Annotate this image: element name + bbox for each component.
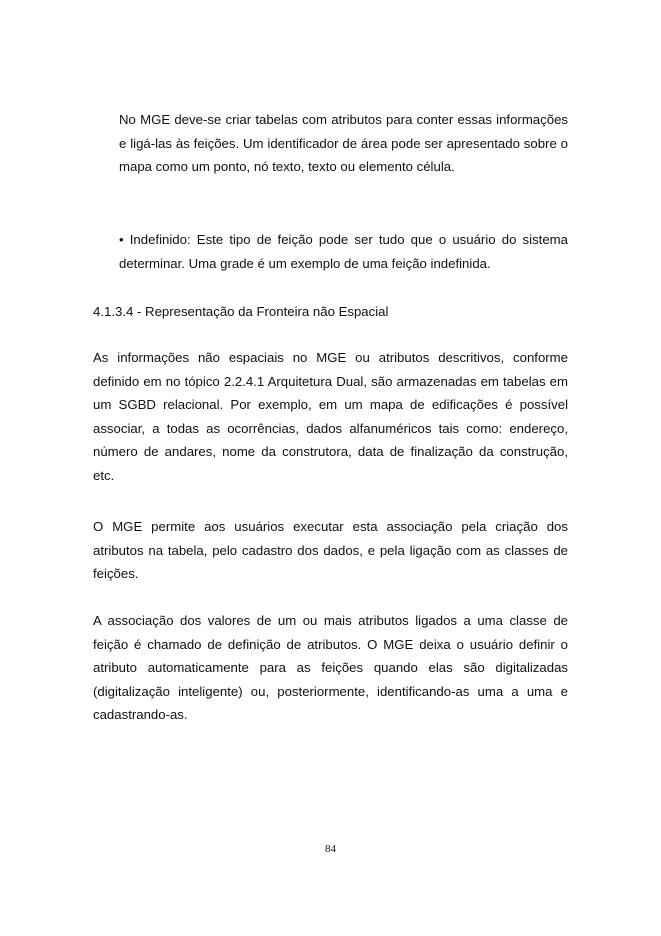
paragraph-attribute-definition: A associação dos valores de um ou mais atributos ligados a uma classe de feição é chamado de definição de atributos. O MGE deixa o usuário definir o atributo automaticamente para as feições quando elas são digitalizadas (digitalização inteligente) ou, posteriormente, identificando-as uma a uma e cadastrando-as. — [93, 613, 568, 723]
page-number: 84 — [325, 843, 336, 855]
paragraph-mge-association: O MGE permite aos usuários executar esta associação pela criação dos atributos na tabela, pelo cadastro dos dados, e pela ligação com as classes de feições. — [93, 519, 568, 582]
section-heading: 4.1.3.4 - Representação da Fronteira não Espacial — [93, 304, 389, 319]
paragraph-area-identifier: No MGE deve-se criar tabelas com atributos para conter essas informações e ligá-las às feições. Um identificador de área pode ser apresentado sobre o mapa como um ponto, nó texto, texto ou elemento célula. — [119, 112, 568, 175]
paragraph-non-spatial-info: As informações não espaciais no MGE ou atributos descritivos, conforme definido em no tópico 2.2.4.1 Arquitetura Dual, são armazenadas em tabelas em um SGBD relacional. Por exemplo, em um mapa de edificações é possível associar, a todas as ocorrências, dados alfanuméricos tais como: endereço, número de andares, nome da construtora, data de finalização da construção, etc. — [93, 350, 568, 483]
paragraph-undefined-feature: • Indefinido: Este tipo de feição pode ser tudo que o usuário do sistema determinar. Uma grade é um exemplo de uma feição indefinida. — [119, 232, 568, 271]
